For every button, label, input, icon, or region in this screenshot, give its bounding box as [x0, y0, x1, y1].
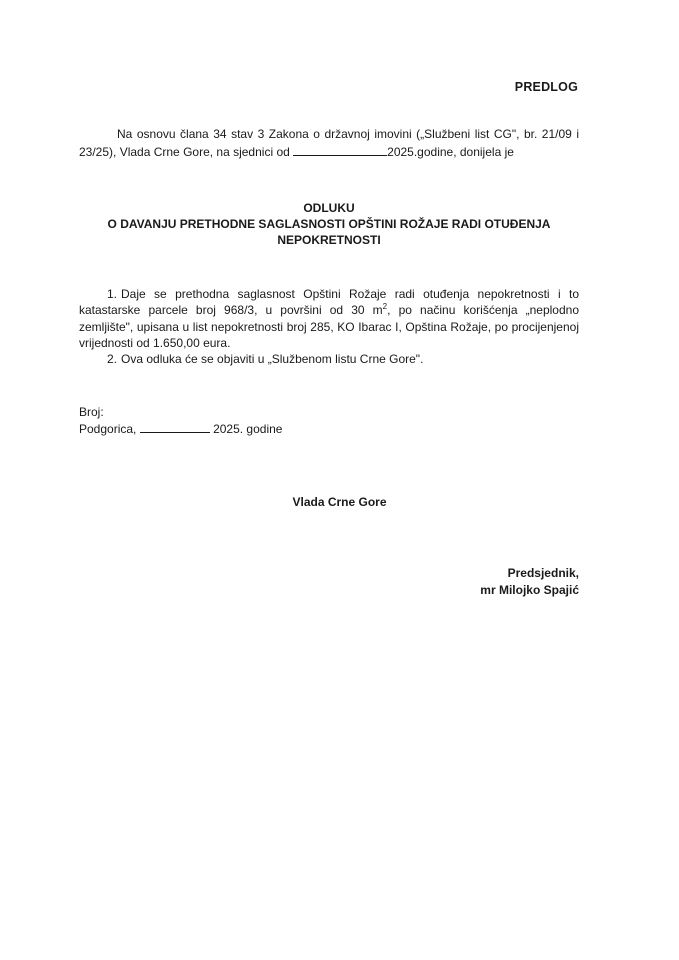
reference-block: [79, 404, 282, 438]
intro-text-part1: Na osnovu člana 34 stav 3 Zakona o državnoj imovini („Službeni list CG", br. 21/09 i 23/25), Vlada Crne Gore, na sjednici od: [79, 127, 579, 159]
signer-name: mr Milojko Spajić: [480, 583, 579, 597]
item-number: 1.: [106, 287, 117, 301]
intro-text-part2: 2025.godine, donijela je: [387, 145, 514, 159]
date-blank-line: [293, 144, 387, 156]
intro-paragraph: [79, 125, 579, 161]
superscript: 2: [382, 302, 388, 312]
title-line-2: O DAVANJU PRETHODNE SAGLASNOSTI OPŠTINI ROŽAJE RADI OTUĐENJA: [107, 217, 551, 231]
title-line-3: NEPOKRETNOSTI: [277, 233, 381, 247]
decision-items: [79, 286, 579, 367]
government-name: Vlada Crne Gore: [292, 495, 387, 509]
item-text: Ova odluka će se objaviti u „Službenom listu Crne Gore".: [121, 352, 424, 367]
decision-item-1: [79, 286, 579, 351]
place-text: Podgorica,: [79, 422, 137, 436]
document-status-label: PREDLOG: [514, 80, 578, 94]
decision-item-2: [79, 351, 579, 367]
place-date-line: [79, 421, 282, 438]
signer-title: Predsjednik,: [507, 566, 579, 580]
item-number: 2.: [106, 352, 117, 367]
signature-block: [480, 565, 579, 599]
decision-title: [79, 200, 579, 248]
year-text: 2025. godine: [213, 422, 283, 436]
date-blank-line: [140, 421, 210, 433]
title-line-1: ODLUKU: [303, 201, 355, 215]
item-text-continued: , po načinu korišćenja „neplodno zemljište", upisana u list nepokretnosti broj 285, KO Ibarac I, Opština Rožaje, po procijenjenoj vrijednosti od 1.650,00 eura.: [79, 303, 579, 350]
item-text: Daje se prethodna saglasnost Opštini Rožaje radi otuđenja nepokretnosti i to katastarske parcele broj 968/3, u površini od 30 m: [79, 287, 579, 318]
broj-label: Broj:: [79, 405, 104, 419]
